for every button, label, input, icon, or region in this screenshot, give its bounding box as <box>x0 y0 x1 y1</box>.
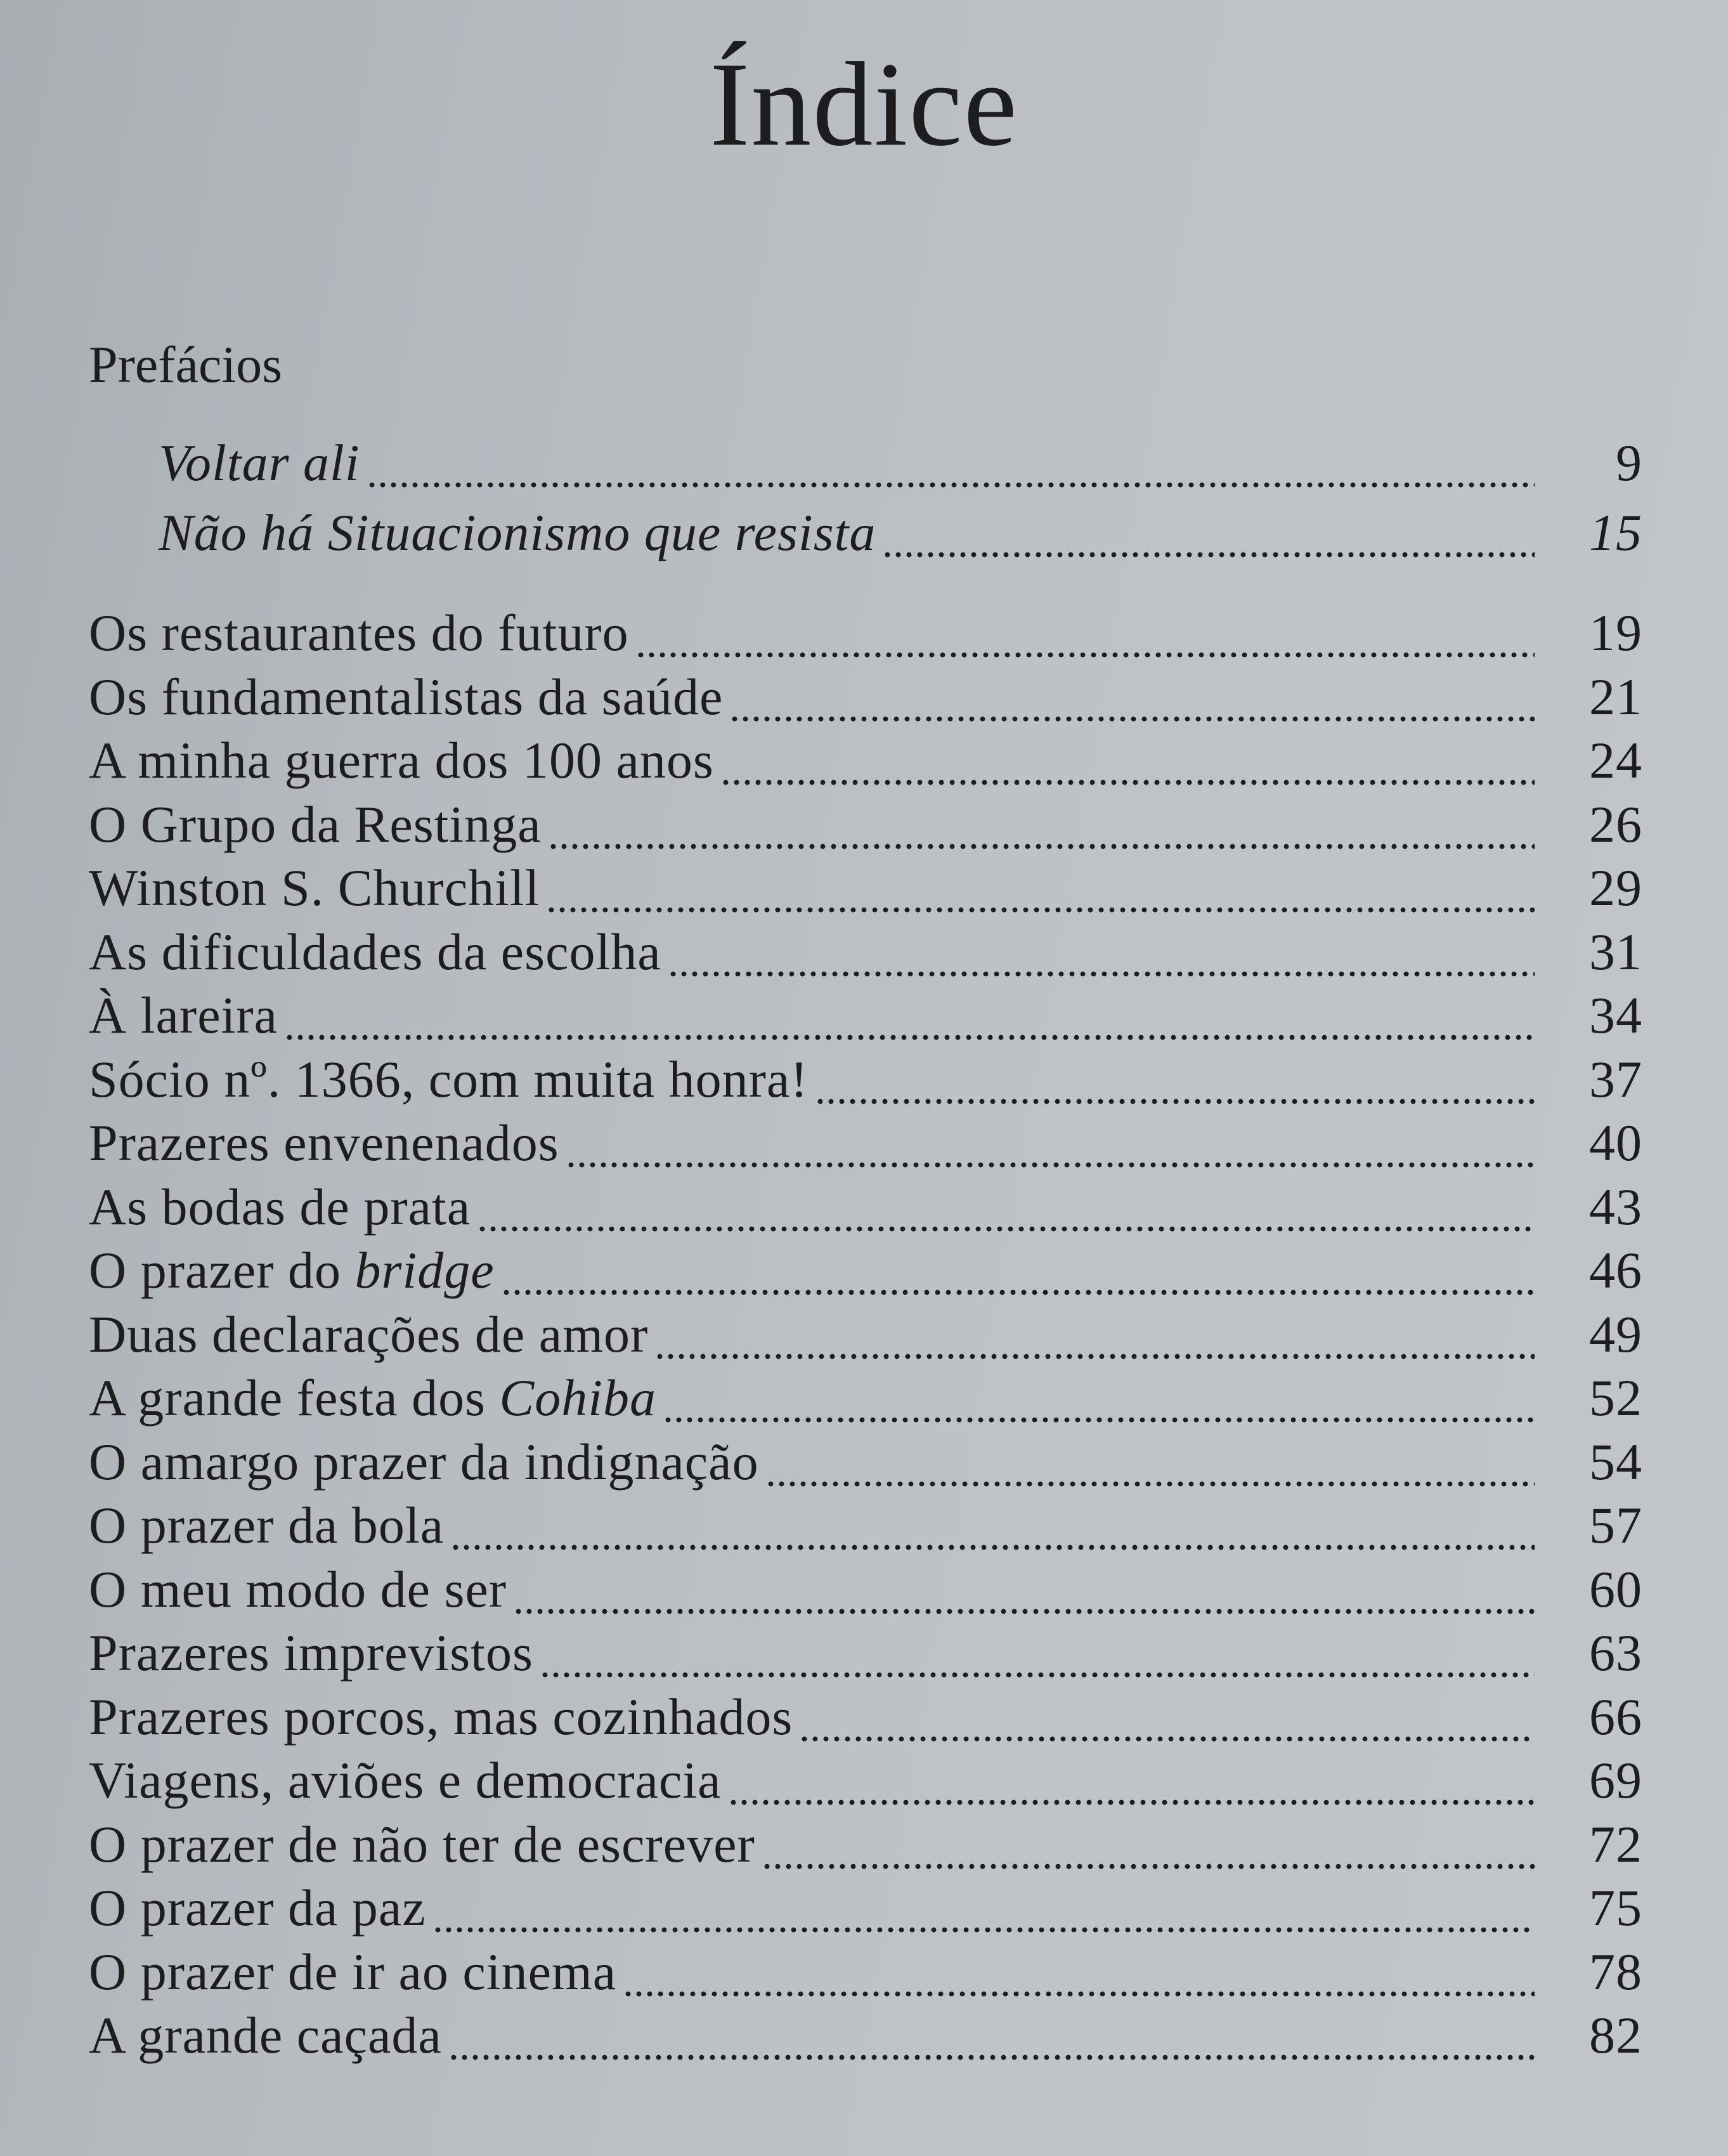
toc-entry-title <box>89 1749 722 1812</box>
toc-entry-title-text: A grande festa dos <box>89 1369 500 1427</box>
toc-entry-page: 9 <box>1616 434 1642 492</box>
dot-leader <box>623 1940 1535 2004</box>
dot-leader <box>663 1366 1535 1430</box>
toc-entry-page: 60 <box>1589 1560 1642 1618</box>
dot-leader <box>668 920 1535 984</box>
dot-leader <box>540 1621 1535 1685</box>
dot-leader <box>450 1494 1535 1557</box>
toc-entry[interactable] <box>89 1876 1642 1940</box>
toc-entry-page: 26 <box>1589 795 1642 853</box>
toc-entry-page: 29 <box>1589 859 1642 917</box>
toc-entry-title <box>89 1685 793 1749</box>
toc-entry-page: 54 <box>1589 1433 1642 1491</box>
toc-entry[interactable] <box>89 729 1642 792</box>
dot-leader <box>728 1749 1535 1812</box>
toc-entry-page: 19 <box>1589 604 1642 662</box>
toc-entry-title-text: Os fundamentalistas da saúde <box>89 668 724 726</box>
toc-entry[interactable] <box>89 856 1642 920</box>
toc-entry-title-text: Viagens, aviões e democracia <box>89 1751 722 1809</box>
toc-entry-title-text: O prazer do <box>89 1241 355 1299</box>
toc-entry-title <box>89 729 714 792</box>
toc-entry[interactable] <box>89 1048 1642 1111</box>
toc-entry-title <box>89 1175 471 1239</box>
toc-entry-title <box>89 1048 809 1111</box>
dot-leader <box>635 601 1535 665</box>
toc-entry-page: 40 <box>1589 1114 1642 1172</box>
toc-entry-title-text: Os restaurantes do futuro <box>89 604 629 662</box>
dot-leader <box>762 1813 1535 1876</box>
toc-entry[interactable] <box>89 1494 1642 1557</box>
dot-leader <box>882 501 1535 565</box>
toc-entry-title: Voltar ali <box>159 434 360 492</box>
toc-entry[interactable] <box>89 1621 1642 1685</box>
toc-entry[interactable] <box>89 1940 1642 2004</box>
toc-entry-title: Não há Situacionismo que resista <box>159 504 876 561</box>
dot-leader <box>815 1048 1535 1111</box>
toc-entry-title <box>89 984 278 1047</box>
toc-entry[interactable] <box>89 1749 1642 1812</box>
toc-entry-title <box>89 1876 426 1940</box>
toc-entry-page: 63 <box>1589 1624 1642 1682</box>
toc-entry-title-text: Winston S. Churchill <box>89 859 540 917</box>
toc-entry-title <box>89 2004 442 2067</box>
toc-entry[interactable] <box>89 1366 1642 1430</box>
toc-entry[interactable] <box>89 984 1642 1047</box>
dot-leader <box>566 1111 1535 1175</box>
toc-entry-page: 34 <box>1589 986 1642 1044</box>
toc-entry-title-text: Prazeres imprevistos <box>89 1624 533 1682</box>
toc-entry-title-italic: bridge <box>354 1241 495 1299</box>
toc-entry-title-text: Duas declarações de amor <box>89 1305 649 1363</box>
toc-entry-title <box>89 1940 616 2004</box>
toc-entry[interactable] <box>89 1813 1642 1876</box>
toc-entry-page: 69 <box>1589 1751 1642 1809</box>
toc-entry[interactable] <box>89 1685 1642 1749</box>
toc-entry-title-text: A minha guerra dos 100 anos <box>89 731 714 789</box>
toc-entry-title-text: À lareira <box>89 986 278 1044</box>
toc-entry-title <box>89 1430 759 1494</box>
toc-preface-entry[interactable] <box>159 431 1642 495</box>
toc-entry-title <box>89 1813 755 1876</box>
toc-preface-entry[interactable] <box>159 501 1642 565</box>
dot-leader <box>799 1685 1535 1749</box>
toc-entry-page: 72 <box>1589 1815 1642 1873</box>
page-title: Índice <box>710 38 1018 171</box>
toc-entry[interactable] <box>89 1111 1642 1175</box>
dot-leader <box>432 1876 1535 1940</box>
dot-leader <box>546 856 1535 920</box>
toc-entry-title-text: Sócio nº. 1366, com muita honra! <box>89 1050 809 1108</box>
toc-entry-title <box>89 856 540 920</box>
toc-entry-title-text: Prazeres porcos, mas cozinhados <box>89 1688 793 1746</box>
toc-entry-title <box>89 793 542 856</box>
toc-entry-title <box>89 1366 656 1430</box>
toc-entry-page: 37 <box>1589 1050 1642 1108</box>
toc-entry-title-text: O prazer de não ter de escrever <box>89 1815 755 1873</box>
toc-entry-page: 78 <box>1589 1943 1642 2001</box>
toc-entry-page: 31 <box>1589 923 1642 981</box>
toc-entry[interactable] <box>89 1558 1642 1621</box>
dot-leader <box>477 1175 1535 1239</box>
toc-entry-title-italic: Cohiba <box>499 1369 656 1427</box>
dot-leader <box>367 431 1535 495</box>
toc-entry[interactable] <box>89 1175 1642 1239</box>
toc-entry-title-text: As dificuldades da escolha <box>89 923 661 981</box>
toc-entry-page: 43 <box>1589 1178 1642 1236</box>
section-heading-prefacios: Prefácios <box>89 336 283 393</box>
toc-entry-title-text: O prazer de ir ao cinema <box>89 1943 617 2001</box>
toc-entry-title-text: As bodas de prata <box>89 1178 471 1236</box>
toc-entry[interactable] <box>89 665 1642 729</box>
toc-entry-page: 52 <box>1589 1369 1642 1427</box>
toc-entry-title-text: A grande caçada <box>89 2006 442 2064</box>
toc-entry-title-text: O Grupo da Restinga <box>89 795 542 853</box>
toc-entry-title <box>89 1303 648 1366</box>
toc-entry[interactable] <box>89 2004 1642 2067</box>
toc-entry-title <box>89 1621 533 1685</box>
toc-entry-page: 82 <box>1589 2006 1642 2064</box>
dot-leader <box>448 2004 1535 2067</box>
toc-entry-title <box>89 1111 559 1175</box>
toc-entry-page: 15 <box>1589 504 1642 561</box>
toc-entry[interactable] <box>89 793 1642 856</box>
dot-leader <box>513 1558 1535 1621</box>
toc-entry-title <box>89 920 661 984</box>
toc-entry[interactable] <box>89 1303 1642 1366</box>
toc-entry-page: 24 <box>1589 731 1642 789</box>
toc-entry-page: 75 <box>1589 1879 1642 1937</box>
dot-leader <box>720 729 1535 792</box>
dot-leader <box>765 1430 1535 1494</box>
toc-entry-title <box>89 1494 444 1557</box>
toc-entry[interactable] <box>89 1239 1642 1302</box>
toc-entry-page: 46 <box>1589 1241 1642 1299</box>
toc-entry-title-text: Prazeres envenenados <box>89 1114 559 1172</box>
dot-leader <box>654 1303 1535 1366</box>
dot-leader <box>501 1239 1535 1302</box>
toc-entry-page: 21 <box>1589 668 1642 726</box>
toc-entry-title-text: O amargo prazer da indignação <box>89 1433 759 1491</box>
dot-leader <box>548 793 1535 856</box>
toc-entry-title <box>89 1558 507 1621</box>
toc-entry-title-text: O prazer da paz <box>89 1879 426 1937</box>
dot-leader <box>729 665 1535 729</box>
toc-entry[interactable] <box>89 1430 1642 1494</box>
toc-entry[interactable] <box>89 601 1642 665</box>
toc-entry-title <box>89 601 629 665</box>
toc-entry-title <box>89 1239 495 1302</box>
toc-entry-page: 66 <box>1589 1688 1642 1746</box>
toc-entry-title-text: O meu modo de ser <box>89 1560 507 1618</box>
toc-entry-page: 57 <box>1589 1496 1642 1554</box>
toc-entry-title-text: O prazer da bola <box>89 1496 445 1554</box>
toc-entry-page: 49 <box>1589 1305 1642 1363</box>
toc-entry[interactable] <box>89 920 1642 984</box>
dot-leader <box>284 984 1535 1047</box>
toc-entry-title <box>89 665 723 729</box>
